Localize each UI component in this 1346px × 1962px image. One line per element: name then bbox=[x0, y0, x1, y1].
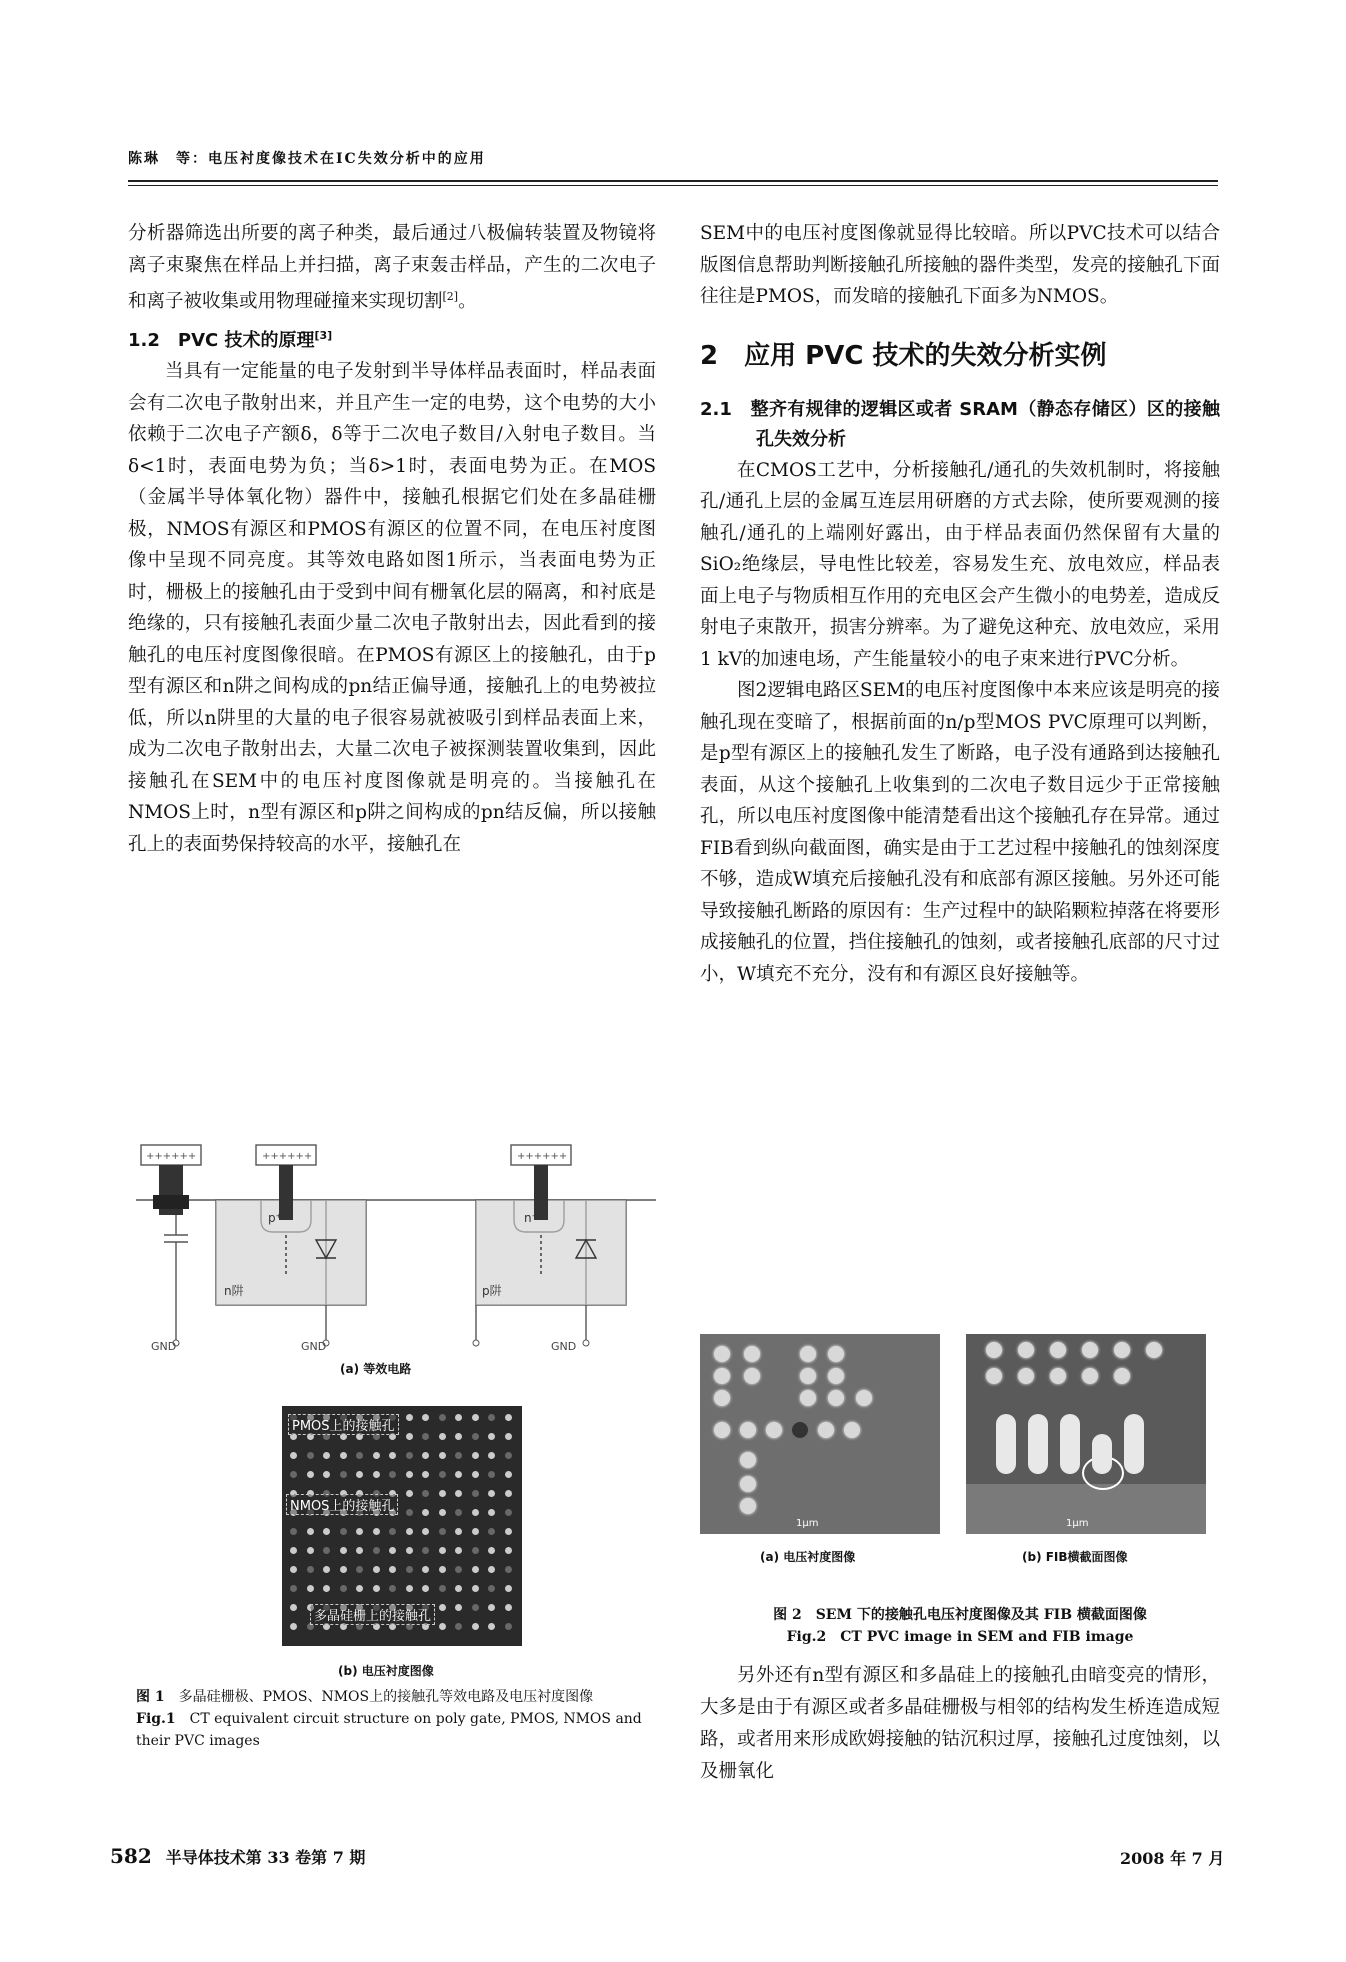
contact-dot bbox=[505, 1509, 512, 1516]
paragraph: 分析器筛选出所要的离子种类，最后通过八极偏转装置及物镜将离子束聚焦在样品上并扫描，离子束轰击样品，产生的二次电子和离子被收集或用物理碰撞来实现切割[2]。 bbox=[128, 223, 656, 313]
contact-dot bbox=[766, 1422, 782, 1438]
contact-dot bbox=[800, 1368, 816, 1384]
contact-dot bbox=[373, 1585, 380, 1592]
contact-dot bbox=[828, 1368, 844, 1384]
equivalent-circuit-figure bbox=[136, 1140, 656, 1350]
contact-dot bbox=[455, 1414, 462, 1421]
contact-dot bbox=[455, 1490, 462, 1497]
contact-dot bbox=[488, 1471, 495, 1478]
contact-dot bbox=[340, 1528, 347, 1535]
contact-dot bbox=[472, 1490, 479, 1497]
contact-dot bbox=[1050, 1368, 1066, 1384]
contact-dot bbox=[472, 1623, 479, 1630]
contact-dot bbox=[744, 1368, 760, 1384]
contact-dot bbox=[439, 1452, 446, 1459]
plus-charge-label: ++++++ bbox=[517, 1151, 568, 1162]
contact-dot bbox=[422, 1547, 429, 1554]
contact-dot bbox=[439, 1623, 446, 1630]
contact-dot bbox=[1018, 1342, 1034, 1358]
fib-cross-section-image bbox=[966, 1334, 1206, 1534]
plus-charge-label: ++++++ bbox=[146, 1151, 197, 1162]
contact-dot bbox=[505, 1566, 512, 1573]
contact-dot bbox=[307, 1528, 314, 1535]
pvc-image bbox=[282, 1406, 522, 1646]
failed-contact-dot bbox=[792, 1422, 808, 1438]
contact-dot bbox=[1114, 1342, 1130, 1358]
gnd-label: GND bbox=[551, 1340, 577, 1350]
contact-dot bbox=[323, 1585, 330, 1592]
contact-dot bbox=[455, 1585, 462, 1592]
pwell-label: p阱 bbox=[482, 1284, 502, 1298]
contact-dot bbox=[323, 1528, 330, 1535]
contact-dot bbox=[744, 1346, 760, 1362]
contact-dot bbox=[406, 1585, 413, 1592]
contact-dot bbox=[740, 1422, 756, 1438]
contact-dot bbox=[422, 1471, 429, 1478]
contact-dot bbox=[356, 1585, 363, 1592]
contact-dot bbox=[455, 1528, 462, 1535]
contact-dot bbox=[422, 1490, 429, 1497]
contact-plug bbox=[1092, 1434, 1112, 1474]
contact-dot bbox=[389, 1547, 396, 1554]
contact-dot bbox=[439, 1585, 446, 1592]
poly-contact-label: 多晶硅栅上的接触孔 bbox=[310, 1604, 435, 1625]
contact-dot bbox=[373, 1547, 380, 1554]
contact-dot bbox=[488, 1433, 495, 1440]
contact-dot bbox=[472, 1566, 479, 1573]
contact-dot bbox=[439, 1604, 446, 1611]
contact-dot bbox=[406, 1490, 413, 1497]
contact-dot bbox=[422, 1509, 429, 1516]
contact-dot bbox=[406, 1433, 413, 1440]
contact-dot bbox=[1050, 1342, 1066, 1358]
contact-dot bbox=[307, 1547, 314, 1554]
contact-plug bbox=[1028, 1414, 1048, 1474]
contact-dot bbox=[472, 1585, 479, 1592]
contact-dot bbox=[439, 1528, 446, 1535]
header-rule bbox=[128, 180, 1218, 182]
contact-dot bbox=[323, 1547, 330, 1554]
contact-dot bbox=[439, 1414, 446, 1421]
contact-dot bbox=[1018, 1368, 1034, 1384]
footer-date: 2008 年 7 月 bbox=[1120, 1849, 1225, 1868]
contact-dot bbox=[439, 1566, 446, 1573]
figure-subcaption: (a) 等效电路 bbox=[340, 1362, 412, 1376]
contact-dot bbox=[455, 1509, 462, 1516]
contact-dot bbox=[472, 1528, 479, 1535]
contact-dot bbox=[323, 1471, 330, 1478]
contact-dot bbox=[389, 1566, 396, 1573]
figure-subcaption: (b) 电压衬度图像 bbox=[338, 1664, 434, 1678]
paragraph: 当具有一定能量的电子发射到半导体样品表面时，样品表面会有二次电子散射出来，并且产生一定的电势，这个电势的大小依赖于二次电子产额δ，δ等于二次电子数目/入射电子数目。当δ<1时，表面电势为负；当δ>1时，表面电势为正。在MOS（金属半导体氧化物）器件中，接触孔根据它们处在多晶硅栅极，NMOS有源区和PMOS有源区的位置不同，在电压衬度图像中呈现不同亮度。其等效电路如图1所示，当表面电势为正时，栅极上的接触孔由于受到中间有栅氧化层的隔离，和衬底是绝缘的，只有接触孔表面少量二次电子散射出去，因此看到的接触孔的电压衬度图像很暗。在PMOS有源区上的接触孔，由于p型有源区和n阱之间构成的pn结正偏导通，接触孔上的电势被拉低，所以n阱里的大量的电子很容易就被吸引到样品表面上来，成为二次电子散射出去，大量二次电子被探测装置收集到，因此接触孔在SEM中的电压衬度图像就是明亮的。当接触孔在NMOS上时，n型有源区和p阱之间构成的pn结反偏，所以接触孔上的表面势保持较高的水平，接触孔在 bbox=[128, 361, 656, 855]
contact-dot bbox=[373, 1528, 380, 1535]
contact-dot bbox=[455, 1471, 462, 1478]
contact-dot bbox=[389, 1452, 396, 1459]
paragraph: 另外还有n型有源区和多晶硅上的接触孔由暗变亮的情形，大多是由于有源区或者多晶硅栅极与相邻的结构发生桥连造成短路，或者用来形成欧姆接触的钴沉积过厚，接触孔过度蚀刻，以及栅氧化 bbox=[700, 1665, 1220, 1782]
contact-dot bbox=[290, 1452, 297, 1459]
contact-dot bbox=[472, 1604, 479, 1611]
contact-dot bbox=[488, 1509, 495, 1516]
contact-dot bbox=[488, 1528, 495, 1535]
contact-dot bbox=[505, 1623, 512, 1630]
contact-dot bbox=[373, 1471, 380, 1478]
contact-dot bbox=[356, 1566, 363, 1573]
contact-dot bbox=[389, 1585, 396, 1592]
contact-dot bbox=[406, 1547, 413, 1554]
contact-dot bbox=[455, 1566, 462, 1573]
contact-dot bbox=[340, 1585, 347, 1592]
pmos-contact-label: PMOS上的接触孔 bbox=[288, 1414, 399, 1435]
contact-dot bbox=[406, 1509, 413, 1516]
contact-dot bbox=[290, 1547, 297, 1554]
contact-dot bbox=[422, 1528, 429, 1535]
contact-dot bbox=[439, 1433, 446, 1440]
nwell-label: n阱 bbox=[224, 1284, 244, 1298]
contact-dot bbox=[844, 1422, 860, 1438]
paragraph: 图2逻辑电路区SEM的电压衬度图像中本来应该是明亮的接触孔现在变暗了，根据前面的n/p型MOS PVC原理可以判断，是p型有源区上的接触孔发生了断路，电子没有通路到达接触孔表面，从这个接触孔上收集到的二次电子数目远少于正常接触孔，所以电压衬度图像中能清楚看出这个接触孔存在异常。通过FIB看到纵向截面图，确实是由于工艺过程中接触孔的蚀刻深度不够，造成W填充后接触孔没有和底部有源区接触。另外还可能导致接触孔断路的原因有：生产过程中的缺陷颗粒掉落在将要形成接触孔的位置，挡住接触孔的蚀刻，或者接触孔底部的尺寸过小，W填充不充分，没有和有源区良好接触等。 bbox=[700, 680, 1220, 985]
contact-plug bbox=[1060, 1414, 1080, 1474]
figure-subcaption: (b) FIB横截面图像 bbox=[1022, 1550, 1128, 1564]
contact-dot bbox=[323, 1566, 330, 1573]
footer-journal: 582 半导体技术第 33 卷第 7 期 bbox=[110, 1844, 366, 1868]
section-heading: 1.2 PVC 技术的原理[3] bbox=[128, 328, 333, 351]
contact-dot bbox=[472, 1414, 479, 1421]
contact-dot bbox=[818, 1422, 834, 1438]
page-number: 582 bbox=[110, 1844, 152, 1868]
contact-dot bbox=[828, 1390, 844, 1406]
contact-dot bbox=[307, 1471, 314, 1478]
contact-dot bbox=[422, 1566, 429, 1573]
contact-dot bbox=[356, 1547, 363, 1554]
contact-dot bbox=[488, 1585, 495, 1592]
contact-dot bbox=[472, 1471, 479, 1478]
contact-dot bbox=[1082, 1368, 1098, 1384]
header-rule-thin bbox=[128, 185, 1218, 186]
sem-voltage-contrast-image bbox=[700, 1334, 940, 1534]
contact-dot bbox=[800, 1390, 816, 1406]
contact-dot bbox=[290, 1585, 297, 1592]
n-region-label: n⁺ bbox=[524, 1211, 538, 1225]
contact-dot bbox=[472, 1433, 479, 1440]
contact-dot bbox=[488, 1490, 495, 1497]
contact-dot bbox=[714, 1346, 730, 1362]
nmos-contact-label: NMOS上的接触孔 bbox=[286, 1494, 398, 1515]
contact-dot bbox=[740, 1498, 756, 1514]
contact-dot bbox=[290, 1623, 297, 1630]
contact-dot bbox=[505, 1585, 512, 1592]
contact-dot bbox=[714, 1368, 730, 1384]
contact-dot bbox=[422, 1433, 429, 1440]
contact-dot bbox=[406, 1452, 413, 1459]
right-column-continued bbox=[700, 1660, 1220, 1788]
contact-dot bbox=[389, 1471, 396, 1478]
contact-dot bbox=[505, 1471, 512, 1478]
contact-dot bbox=[740, 1476, 756, 1492]
contact-dot bbox=[439, 1471, 446, 1478]
contact-dot bbox=[455, 1547, 462, 1554]
contact-dot bbox=[290, 1604, 297, 1611]
right-column bbox=[700, 218, 1220, 990]
contact-dot bbox=[406, 1528, 413, 1535]
contact-dot bbox=[714, 1390, 730, 1406]
contact-dot bbox=[505, 1414, 512, 1421]
contact-dot bbox=[406, 1471, 413, 1478]
scale-bar-label: 1μm bbox=[796, 1518, 819, 1529]
contact-dot bbox=[488, 1452, 495, 1459]
contact-dot bbox=[439, 1509, 446, 1516]
figure-subcaption: (a) 电压衬度图像 bbox=[760, 1550, 856, 1564]
contact-dot bbox=[488, 1547, 495, 1554]
contact-dot bbox=[455, 1623, 462, 1630]
contact-dot bbox=[740, 1452, 756, 1468]
contact-dot bbox=[406, 1414, 413, 1421]
contact-dot bbox=[422, 1585, 429, 1592]
figure2-caption: 图 2 SEM 下的接触孔电压衬度图像及其 FIB 横截面图像 Fig.2 CT PVC image in SEM and FIB image bbox=[773, 1607, 1147, 1645]
contact-dot bbox=[290, 1566, 297, 1573]
contact-dot bbox=[800, 1346, 816, 1362]
paragraph: 在CMOS工艺中，分析接触孔/通孔的失效机制时，将接触孔/通孔上层的金属互连层用研磨的方式去除，使所要观测的接触孔/通孔的上端刚好露出，由于样品表面仍然保留有大量的SiO₂绝缘层，导电性比较差，容易发生充、放电效应，样品表面上电子与物质相互作用的充电区会产生微小的电势差，造成反射电子束散开，损害分辨率。为了避免这种充、放电效应，采用1 kV的加速电场，产生能量较小的电子束来进行PVC分析。 bbox=[700, 459, 1220, 670]
contact-dot bbox=[455, 1452, 462, 1459]
contact-dot bbox=[455, 1604, 462, 1611]
contact-plug bbox=[996, 1414, 1016, 1474]
contact-dot bbox=[356, 1452, 363, 1459]
contact-dot bbox=[389, 1528, 396, 1535]
contact-dot bbox=[373, 1566, 380, 1573]
contact-dot bbox=[472, 1452, 479, 1459]
section-heading: 2 应用 PVC 技术的失效分析实例 bbox=[700, 340, 1107, 371]
paragraph: SEM中的电压衬度图像就显得比较暗。所以PVC技术可以结合版图信息帮助判断接触孔所接触的器件类型，发亮的接触孔下面往往是PMOS，而发暗的接触孔下面多为NMOS。 bbox=[700, 223, 1220, 307]
contact-dot bbox=[505, 1490, 512, 1497]
contact-dot bbox=[488, 1566, 495, 1573]
contact-dot bbox=[714, 1422, 730, 1438]
plus-charge-label: ++++++ bbox=[262, 1151, 313, 1162]
contact-dot bbox=[472, 1509, 479, 1516]
contact-dot bbox=[290, 1471, 297, 1478]
contact-dot bbox=[505, 1604, 512, 1611]
contact-dot bbox=[439, 1490, 446, 1497]
contact-dot bbox=[307, 1452, 314, 1459]
contact-dot bbox=[356, 1528, 363, 1535]
contact-dot bbox=[986, 1368, 1002, 1384]
figure1-caption: 图 1 多晶硅栅极、PMOS、NMOS上的接触孔等效电路及电压衬度图像 Fig.1 CT equivalent circuit structure on poly gate, PMOS, NMOS and their PVC images bbox=[136, 1689, 642, 1749]
contact-dot bbox=[340, 1547, 347, 1554]
contact-plug bbox=[1124, 1414, 1144, 1474]
contact-dot bbox=[422, 1452, 429, 1459]
contact-dot bbox=[1146, 1342, 1162, 1358]
contact-dot bbox=[1114, 1368, 1130, 1384]
contact-dot bbox=[828, 1346, 844, 1362]
contact-dot bbox=[488, 1604, 495, 1611]
contact-dot bbox=[856, 1390, 872, 1406]
left-column bbox=[128, 218, 656, 860]
running-header: 陈琳 等：电压衬度像技术在IC失效分析中的应用 bbox=[128, 151, 486, 167]
contact-dot bbox=[340, 1566, 347, 1573]
gnd-label: GND bbox=[301, 1340, 327, 1350]
contact-dot bbox=[472, 1547, 479, 1554]
subsection-heading: 2.1 整齐有规律的逻辑区或者 SRAM（静态存储区）区的接触孔失效分析 bbox=[700, 398, 1220, 450]
scale-bar-label: 1μm bbox=[1066, 1518, 1089, 1529]
contact-dot bbox=[307, 1566, 314, 1573]
contact-dot bbox=[406, 1566, 413, 1573]
contact-dot bbox=[307, 1585, 314, 1592]
contact-dot bbox=[340, 1452, 347, 1459]
contact-dot bbox=[505, 1452, 512, 1459]
contact-dot bbox=[505, 1547, 512, 1554]
contact-dot bbox=[323, 1452, 330, 1459]
contact-dot bbox=[356, 1471, 363, 1478]
contact-dot bbox=[505, 1528, 512, 1535]
contact-dot bbox=[340, 1471, 347, 1478]
contact-dot bbox=[986, 1342, 1002, 1358]
contact-dot bbox=[439, 1547, 446, 1554]
contact-dot bbox=[488, 1623, 495, 1630]
contact-dot bbox=[422, 1414, 429, 1421]
contact-dot bbox=[505, 1433, 512, 1440]
p-region-label: p⁺ bbox=[268, 1211, 282, 1225]
contact-dot bbox=[290, 1528, 297, 1535]
contact-dot bbox=[455, 1433, 462, 1440]
contact-dot bbox=[1082, 1342, 1098, 1358]
contact-dot bbox=[373, 1452, 380, 1459]
gnd-label: GND bbox=[151, 1340, 177, 1350]
contact-dot bbox=[488, 1414, 495, 1421]
